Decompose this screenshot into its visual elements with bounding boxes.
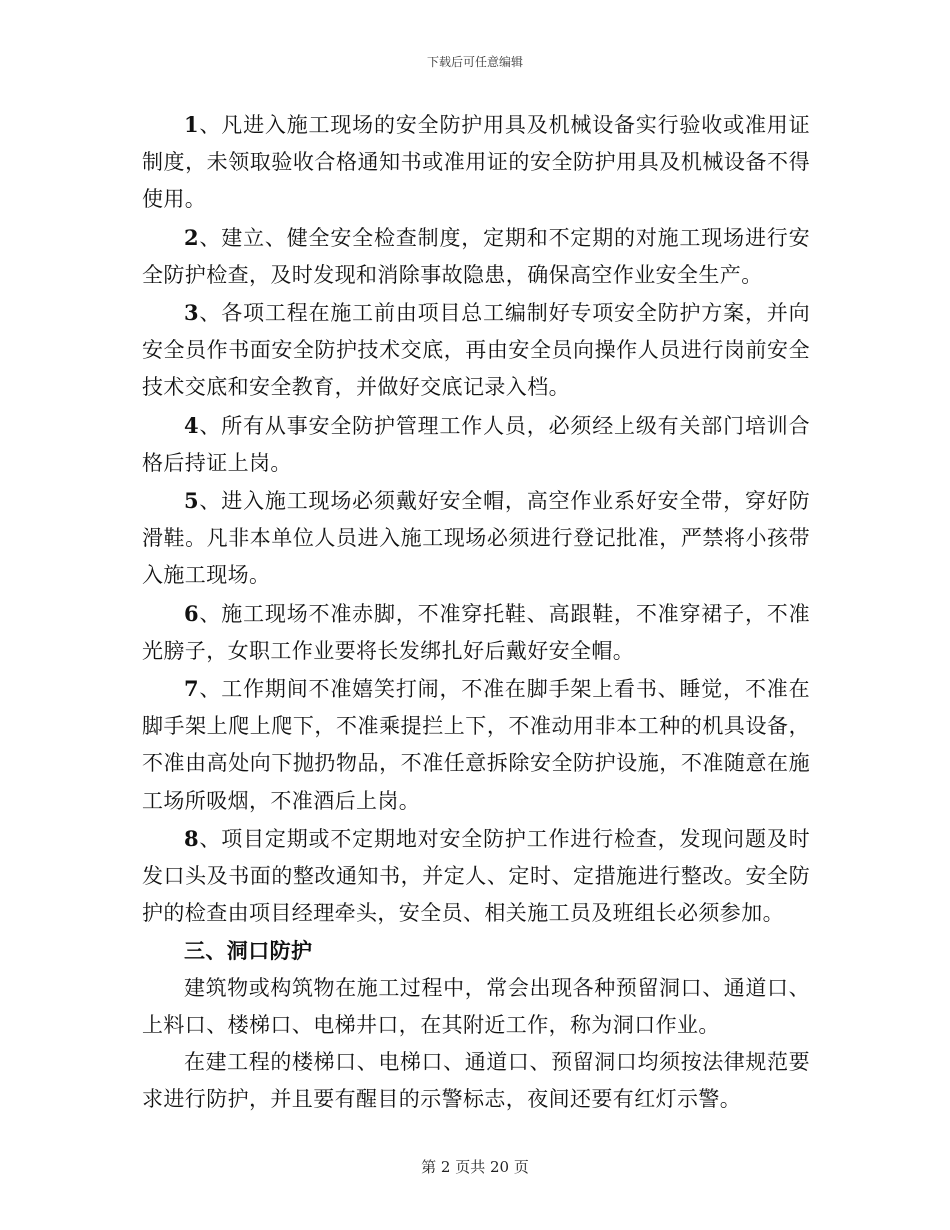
item-number: 8: [184, 825, 200, 851]
item-text: 、工作期间不准嬉笑打闹，不准在脚手架上看书、睡觉，不准在脚手架上爬上爬下，不准乘提拦上下，不准动用非本工种的机具设备，不准由高处向下抛扔物品，不准任意拆除安全防护设施，不准随意在施工场所吸烟，不准酒后上岗。: [142, 677, 810, 813]
list-item-8: [142, 820, 810, 933]
item-number: 4: [184, 412, 200, 438]
item-text: 、项目定期或不定期地对安全防护工作进行检查，发现问题及时发口头及书面的整改通知书，并定人、定时、定措施进行整改。安全防护的检查由项目经理牵头，安全员、相关施工员及班组长必须参加。: [142, 826, 810, 926]
item-text: 、凡进入施工现场的安全防护用具及机械设备实行验收或准用证制度，未领取验收合格通知书或准用证的安全防护用具及机械设备不得使用。: [142, 113, 810, 212]
page-header-note: 下载后可任意编辑: [426, 55, 523, 69]
item-text: 、各项工程在施工前由项目总工编制好专项安全防护方案，并向安全员作书面安全防护技术交底，再由安全员向操作人员进行岗前安全技术交底和安全教育，并做好交底记录入档。: [142, 301, 810, 400]
item-number: 5: [184, 488, 200, 514]
list-item-1: [142, 106, 810, 219]
document-body: [142, 106, 810, 1118]
list-item-7: [142, 670, 810, 820]
item-number: 2: [184, 224, 200, 250]
item-text: 、施工现场不准赤脚，不准穿托鞋、高跟鞋，不准穿裙子，不准光膀子，女职工作业要将长发绑扎好后戴好安全帽。: [142, 601, 810, 663]
item-number: 6: [184, 600, 200, 626]
list-item-3: [142, 294, 810, 407]
item-number: 1: [184, 112, 200, 137]
item-number: 7: [184, 676, 200, 702]
item-text: 、进入施工现场必须戴好安全帽，高空作业系好安全带，穿好防滑鞋。凡非本单位人员进入施工现场必须进行登记批准，严禁将小孩带入施工现场。: [142, 489, 810, 588]
section-heading: 三、洞口防护: [184, 938, 313, 964]
list-item-6: [142, 595, 810, 670]
section-paragraph: 在建工程的楼梯口、电梯口、通道口、预留洞口均须按法律规范要求进行防护，并且要有醒目的示警标志，夜间还要有红灯示警。: [142, 1050, 810, 1112]
list-item-2: [142, 219, 810, 294]
item-text: 、所有从事安全防护管理工作人员，必须经上级有关部门培训合格后持证上岗。: [142, 413, 810, 475]
list-item-5: [142, 482, 810, 595]
list-item-4: [142, 407, 810, 482]
section-paragraph: 建筑物或构筑物在施工过程中，常会出现各种预留洞口、通道口、上料口、楼梯口、电梯井口，在其附近工作，称为洞口作业。: [142, 975, 810, 1037]
page-number: 第 2 页共 20 页: [421, 1158, 529, 1176]
item-number: 3: [184, 300, 200, 326]
item-text: 、建立、健全安全检查制度，定期和不定期的对施工现场进行安全防护检查，及时发现和消除事故隐患，确保高空作业安全生产。: [142, 225, 810, 287]
